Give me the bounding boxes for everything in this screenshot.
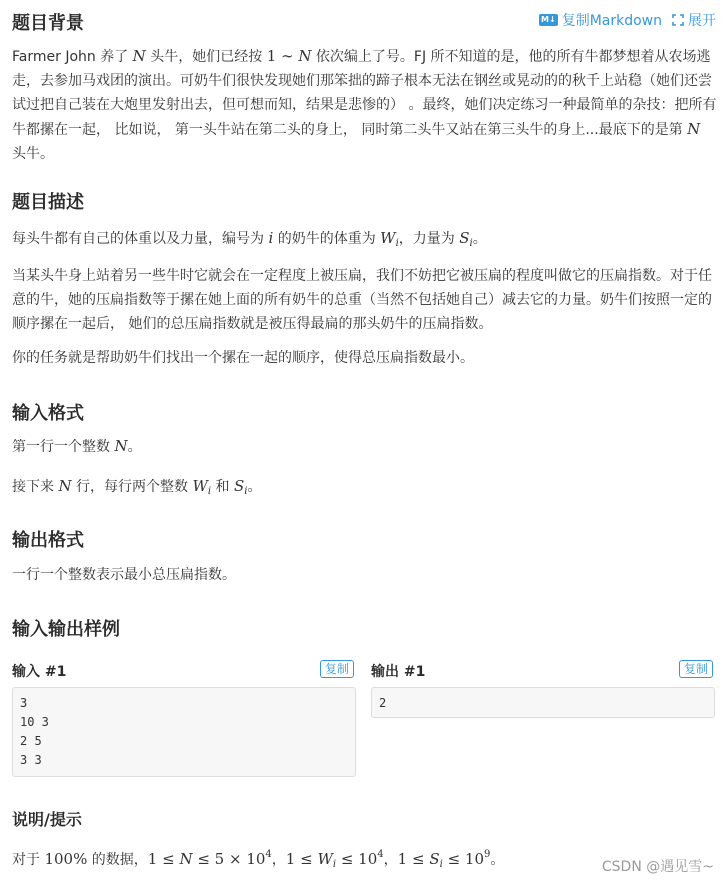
math-sup: 4: [265, 849, 272, 860]
background-paragraph: [12, 44, 717, 166]
math-num: ≤ 10: [442, 850, 484, 868]
markdown-icon: M↓: [541, 15, 556, 24]
sample-output-label: 输出 #1: [371, 664, 426, 680]
samples-title: 输入输出样例: [12, 619, 120, 640]
text-span: 对于: [12, 852, 45, 868]
text-span: 。: [472, 231, 487, 247]
math-num: ≤ 10: [336, 850, 378, 868]
math-sup: 9: [484, 849, 491, 860]
text-span: 头牛，她们已经按: [145, 49, 267, 65]
math-num: 1 ≤: [147, 850, 180, 868]
description-paragraph-3: 你的任务就是帮助奶牛们找出一个摞在一起的顺序，使得总压扁指数最小。: [12, 350, 474, 366]
math-var: N: [132, 47, 146, 65]
text-span: 和: [211, 479, 235, 495]
copy-markdown-label: 复制Markdown: [561, 13, 662, 29]
math-var: S: [429, 850, 440, 868]
output-format-text: 一行一个整数表示最小总压扁指数。: [12, 567, 236, 583]
text-span: ，: [383, 852, 398, 868]
text-span: 接下来: [12, 479, 59, 495]
math-op: ∼: [276, 47, 299, 65]
copy-input-button[interactable]: 复制: [320, 660, 354, 678]
description-paragraph-2: 当某头牛身上站着另一些牛时它就会在一定程度上被压扁，我们不妨把它被压扁的程度叫做它的压扁指数。对于任意的牛，她的压扁指数等于摞在她上面的所有奶牛的总重（当然不包括她自己）减去它的力量。奶牛们按照一定的顺序摞在一起后， 她们的总压扁指数就是被压得最扁的那头奶牛的压扁指数。: [12, 268, 712, 332]
text-span: Farmer John 养了: [12, 49, 133, 65]
math-sub: i: [395, 238, 399, 249]
math-var: N: [687, 120, 701, 138]
text-span: 依次编上了号。FJ 所不知道的是，他的所有牛都梦想着从农场逃走，去参加马戏团的演出。可奶牛们很快发现她们那笨拙的蹄子根本无法在钢丝或晃动的的秋千上站稳（她们还尝试过把自己装在大炮里发射出去，但可想而知，结果是悲惨的） 。最终，她们决定练习一种最简单的杂技：把所有牛都摞在一起， 比如说， 第一头牛站在第二头的身上， 同时第二头牛又站在第三头牛的身上...最底下的是第: [12, 49, 717, 138]
math-var: N: [114, 437, 128, 455]
text-span: 。: [247, 479, 262, 495]
top-actions: [539, 10, 716, 30]
math-var: S: [234, 477, 245, 495]
math-sub: i: [469, 238, 473, 249]
expand-label: 展开: [688, 13, 716, 29]
input-format-title: 输入格式: [12, 403, 84, 424]
math-num: 100%: [44, 850, 88, 868]
hint-title: 说明/提示: [12, 810, 82, 829]
copy-markdown-button[interactable]: [539, 10, 662, 30]
math-var: W: [317, 850, 333, 868]
input-format-line-1: [12, 434, 717, 459]
text-span: ，力量为: [398, 231, 460, 247]
sample-input-label: 输入 #1: [12, 664, 67, 680]
text-span: ，: [271, 852, 286, 868]
math-num: 1 ≤: [397, 850, 430, 868]
math-var: i: [268, 229, 274, 247]
input-format-line-2: [12, 474, 717, 504]
text-span: 的数据，: [87, 852, 148, 868]
math-sup: 4: [377, 849, 384, 860]
description-paragraph-1: [12, 226, 717, 256]
math-var: W: [380, 229, 396, 247]
math-sub: i: [439, 859, 443, 870]
math-var: W: [192, 477, 208, 495]
copy-output-button[interactable]: 复制: [679, 660, 713, 678]
sample-input-box[interactable]: 3 10 3 2 5 3 3: [12, 687, 356, 777]
csdn-watermark: CSDN @遇见雪~: [601, 859, 714, 875]
output-format-title: 输出格式: [12, 530, 84, 551]
description-title: 题目描述: [12, 192, 84, 213]
text-span: 每头牛都有自己的体重以及力量，编号为: [12, 231, 269, 247]
expand-icon: [672, 14, 684, 26]
text-span: 的奶牛的体重为: [273, 231, 381, 247]
math-var: N: [58, 477, 72, 495]
text-span: 头牛。: [12, 146, 54, 162]
text-span: 行，每行两个整数: [71, 479, 193, 495]
math-sub: i: [332, 859, 337, 870]
background-title: 题目背景: [12, 13, 84, 34]
math-sub: i: [207, 486, 212, 497]
math-var: N: [298, 47, 312, 65]
text-span: 第一行一个整数: [12, 439, 115, 455]
math-var: S: [459, 229, 470, 247]
math-var: N: [179, 850, 193, 868]
text-span: 。: [127, 439, 142, 455]
math-num: ≤ 5 × 10: [192, 850, 266, 868]
math-num: 1 ≤: [285, 850, 318, 868]
expand-button[interactable]: [672, 10, 716, 30]
sample-output-box[interactable]: 2: [371, 687, 715, 718]
math-sub: i: [244, 486, 248, 497]
text-span: 。: [490, 852, 505, 868]
math-num: 1: [266, 47, 277, 65]
